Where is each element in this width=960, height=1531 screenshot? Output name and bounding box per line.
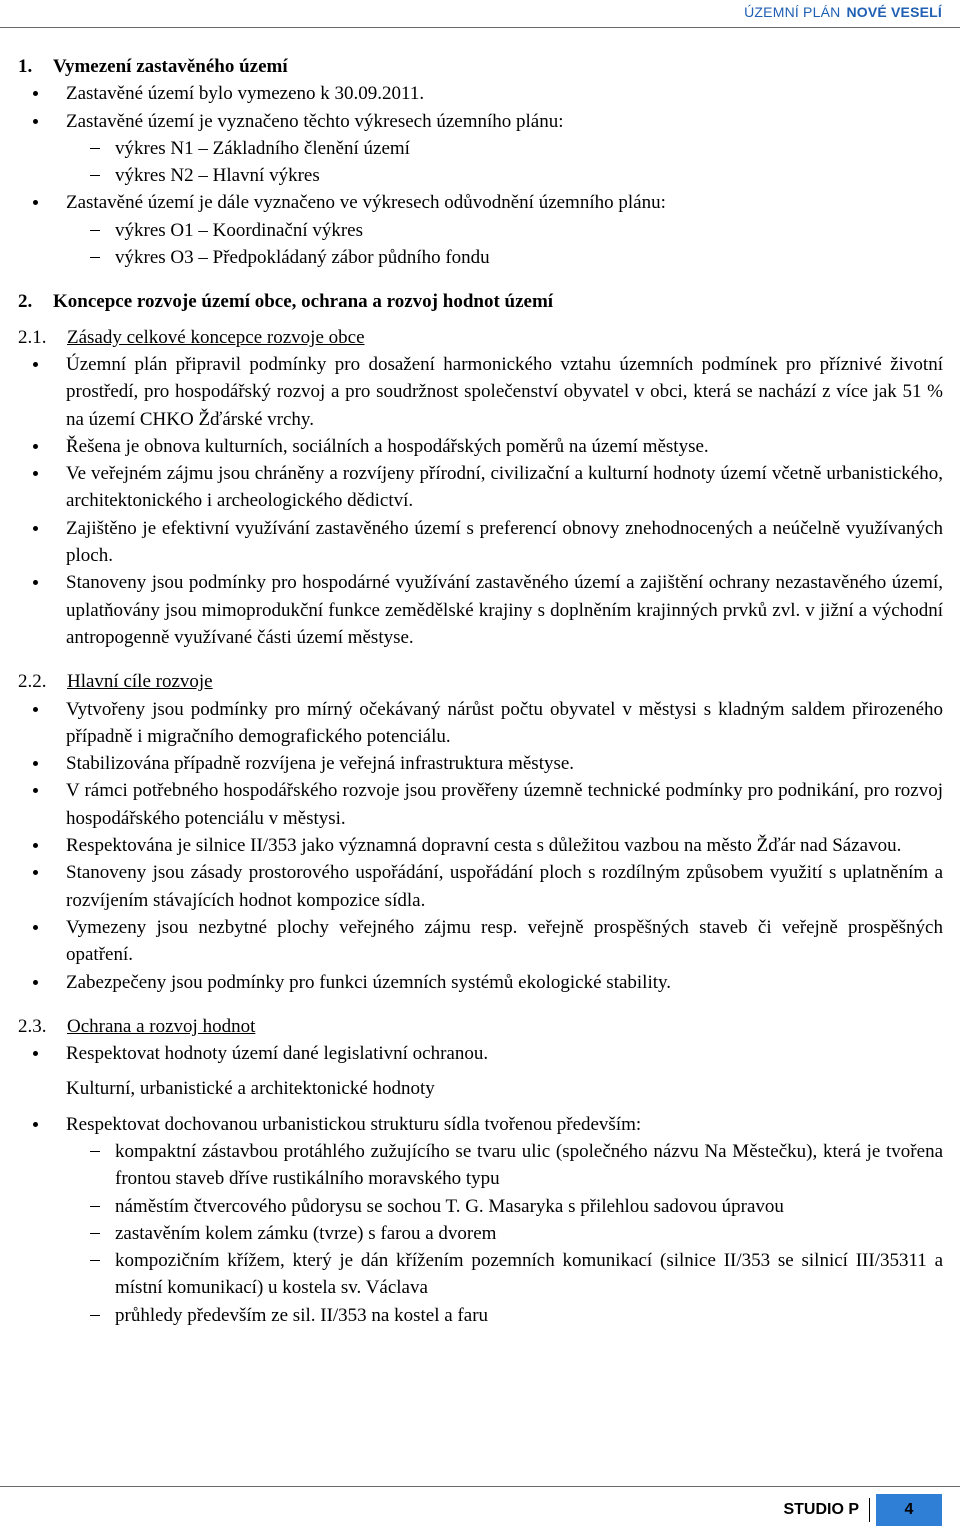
bullet-item: Územní plán připravil podmínky pro dosažení harmonického vztahu územních podmínek pro příznivé životní prostředí, pro hospodářský rozvoj a pro soudržnost společenství obyvatel v obci, která se nachází z více jak 51 % na území CHKO Žďárské vrchy. bbox=[18, 351, 943, 433]
bullet-item: Zastavěné území je vyznačeno těchto výkresech územního plánu: bbox=[18, 108, 943, 135]
bullet-item: Zastavěné území bylo vymezeno k 30.09.2011. bbox=[18, 80, 943, 107]
dash-item: náměstím čtvercového půdorysu se sochou T. G. Masaryka s přilehlou sadovou úpravou bbox=[18, 1193, 943, 1220]
bullet-item: Vytvořeny jsou podmínky pro mírný očekávaný nárůst počtu obyvatel v městysi s kladným saldem přirozeného případně i migračního demografického potenciálu. bbox=[18, 696, 943, 751]
bullet-item: Vymezeny jsou nezbytné plochy veřejného zájmu resp. veřejně prospěšných staveb či veřejně prospěšných opatření. bbox=[18, 914, 943, 969]
dash-item: kompaktní zástavbou protáhlého zužujícího se tvaru ulic (společného názvu Na Městečku), která je tvořena frontou staveb dříve rustikálního moravského typu bbox=[18, 1138, 943, 1193]
bullet-item: Ve veřejném zájmu jsou chráněny a rozvíjeny přírodní, civilizační a kulturní hodnoty území včetně urbanistického, architektonického i archeologického dědictví. bbox=[18, 460, 943, 515]
page-header bbox=[744, 4, 942, 20]
section-2-3-number: 2.3. bbox=[18, 1015, 47, 1037]
dash-item: zastavěním kolem zámku (tvrze) s farou a dvorem bbox=[18, 1220, 943, 1247]
dash-item: výkres N2 – Hlavní výkres bbox=[18, 162, 943, 189]
section-2-heading bbox=[18, 288, 943, 315]
subheading-cultural-values: Kulturní, urbanistické a architektonické hodnoty bbox=[66, 1078, 435, 1100]
section-1-number: 1. bbox=[18, 56, 33, 77]
bullet-item: Zastavěné území je dále vyznačeno ve výkresech odůvodnění územního plánu: bbox=[18, 189, 943, 216]
section-2-2-heading bbox=[18, 668, 943, 695]
section-2-3-title: Ochrana a rozvoj hodnot bbox=[67, 1015, 256, 1037]
bullet-item: Stanoveny jsou zásady prostorového uspořádání, uspořádání ploch s rozdílným způsobem využití s uplatněním a rozvíjením stávajících hodnot kompozice sídla. bbox=[18, 859, 943, 914]
footer-studio-name: STUDIO P bbox=[783, 1501, 859, 1518]
section-1-title: Vymezení zastavěného území bbox=[53, 56, 288, 77]
section-2-1-heading bbox=[18, 324, 943, 351]
section-2-title: Koncepce rozvoje území obce, ochrana a rozvoj hodnot území bbox=[53, 291, 554, 313]
dash-item: výkres O3 – Předpokládaný zábor půdního fondu bbox=[18, 244, 943, 271]
header-brand: NOVÉ VESELÍ bbox=[846, 4, 942, 20]
dash-item: výkres N1 – Základního členění území bbox=[18, 135, 943, 162]
footer-separator bbox=[869, 1498, 870, 1522]
header-divider bbox=[0, 27, 960, 28]
document-body bbox=[18, 53, 943, 1329]
bullet-item: V rámci potřebného hospodářského rozvoje jsou prověřeny územně technické podmínky pro podnikání, pro rozvoj hospodářského potenciálu v městysi. bbox=[18, 777, 943, 832]
bullet-item: Zabezpečeny jsou podmínky pro funkci územních systémů ekologické stability. bbox=[18, 969, 943, 996]
section-2-2-title: Hlavní cíle rozvoje bbox=[67, 671, 213, 693]
page-footer bbox=[783, 1494, 942, 1526]
bullet-item: Respektovat hodnoty území dané legislativní ochranou. bbox=[18, 1040, 943, 1067]
dash-item: kompozičním křížem, který je dán křížením pozemních komunikací (silnice II/353 se silnicí III/35311 a místní komunikací) u kostela sv. Václava bbox=[18, 1247, 943, 1302]
dash-item: výkres O1 – Koordinační výkres bbox=[18, 217, 943, 244]
bullet-item: Stabilizována případně rozvíjena je veřejná infrastruktura městyse. bbox=[18, 750, 943, 777]
page-number: 4 bbox=[876, 1494, 942, 1526]
section-1-heading bbox=[18, 53, 943, 80]
section-2-1-number: 2.1. bbox=[18, 326, 47, 348]
bullet-item: Řešena je obnova kulturních, sociálních a hospodářských poměrů na území městyse. bbox=[18, 433, 943, 460]
section-2-number: 2. bbox=[18, 291, 33, 313]
bullet-item: Stanoveny jsou podmínky pro hospodárné využívání zastavěného území a zajištění ochrany nezastavěného území, uplatňovány jsou mimoprodukční funkce zemědělské krajiny s doplněním krajinných prvků zvl. v jižní a východní antropogenně využívané části území městyse. bbox=[18, 569, 943, 651]
bullet-item: Respektována je silnice II/353 jako významná dopravní cesta s důležitou vazbou na město Žďár nad Sázavou. bbox=[18, 832, 943, 859]
section-2-3-heading bbox=[18, 1013, 943, 1040]
header-prefix: ÚZEMNÍ PLÁN bbox=[744, 4, 841, 20]
footer-divider bbox=[0, 1486, 960, 1487]
bullet-item: Zajištěno je efektivní využívání zastavěného území s preferencí obnovy znehodnocených a neúčelně využívaných ploch. bbox=[18, 515, 943, 570]
bullet-item: Respektovat dochovanou urbanistickou strukturu sídla tvořenou především: bbox=[18, 1111, 943, 1138]
section-2-2-number: 2.2. bbox=[18, 671, 47, 693]
section-2-1-title: Zásady celkové koncepce rozvoje obce bbox=[67, 326, 365, 348]
dash-item: průhledy především ze sil. II/353 na kostel a faru bbox=[18, 1302, 943, 1329]
